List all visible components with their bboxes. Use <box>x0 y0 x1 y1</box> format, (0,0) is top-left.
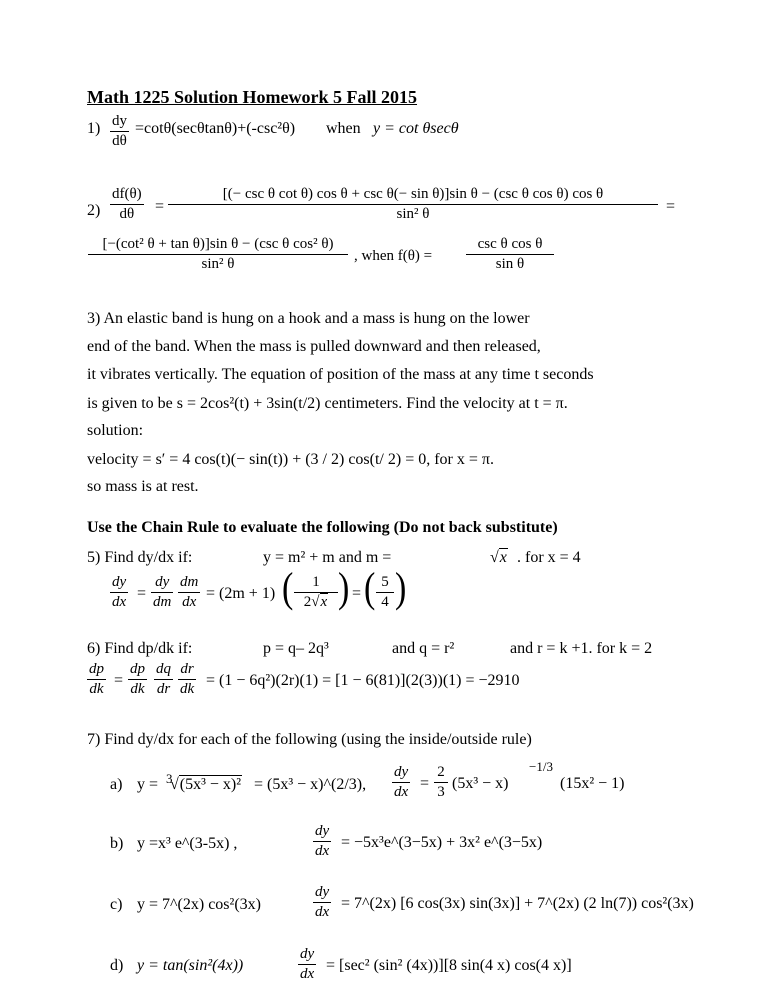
problem-5-eq1: = <box>137 585 147 602</box>
problem-5-fraction-1: $\frac{1}{2√x}$ <box>294 574 338 610</box>
problem-7d-derivative: $\frac{dy}{dx}$ <box>300 946 315 982</box>
problem-7a-derivative: $\frac{dy}{dx}$ <box>394 764 409 800</box>
problem-2-eq1: = <box>155 198 165 215</box>
problem-7a-rest: = (5x³ − x)^(2/3), <box>254 776 367 793</box>
problem-6-result: = (1 − 6q²)(2r)(1) = [1 − 6(81)](2(3))(1) = −2910 <box>206 672 520 689</box>
problem-5-dydx: $\frac{dy}{dx}$ <box>112 574 127 610</box>
problem-5-given: y = m² + m and m = <box>263 549 392 566</box>
problem-3-line-4: is given to be s = 2cos²(t) + 3sin(t/2) centimeters. Find the velocity at t = π. <box>87 395 568 412</box>
problem-7a-radical: √(5x³ − x)² <box>170 776 242 793</box>
problem-7a-lhs: y = <box>137 776 159 793</box>
problem-5-dydm: $\frac{dy}{dm}$ <box>153 574 172 610</box>
problem-5-result: $\frac{5}{4}$ <box>376 574 394 610</box>
problem-5-paren2-left: ( <box>364 565 376 612</box>
problem-3-line-2: end of the band. When the mass is pulled downward and then released, <box>87 338 541 355</box>
problem-6-prompt: 6) Find dp/dk if: <box>87 640 193 657</box>
problem-7a-root-index: 3 <box>166 771 173 786</box>
problem-3-conclusion: so mass is at rest. <box>87 478 199 495</box>
problem-7a-eq: = <box>420 775 430 792</box>
problem-6-given-1: p = q– 2q³ <box>263 640 329 657</box>
problem-7d-label: d) <box>110 957 124 974</box>
problem-2-quotient-rule: [(− csc θ cot θ) cos θ + csc θ(− sin θ)]sin θ − (csc θ cos θ) cos θ sin² θ <box>168 186 658 222</box>
problem-7-prompt: 7) Find dy/dx for each of the following (using the inside/outside rule) <box>87 731 532 748</box>
problem-6-given-2: and q = r² <box>392 640 455 657</box>
problem-5-sqrt: √x <box>490 549 507 566</box>
problem-7b-function: y =x³ e^(3-5x) , <box>137 835 238 852</box>
problem-7a-answer-exponent: −1/3 <box>529 759 553 774</box>
problem-1-derivative: $\frac{dy}{d\theta}$ <box>112 113 127 149</box>
problem-7d-answer: = [sec² (sin² (4x))][8 sin(4 x) cos(4 x)] <box>326 957 572 974</box>
problem-3-velocity: velocity = s′ = 4 cos(t)(− sin(t)) + (3 / 2) cos(t/ 2) = 0, for x = π. <box>87 451 494 468</box>
problem-7a-answer-base: (5x³ − x) <box>452 775 509 792</box>
problem-3-line-1: 3) An elastic band is hung on a hook and a mass is hung on the lower <box>87 310 530 327</box>
problem-7a-label: a) <box>110 776 123 793</box>
problem-5-prompt: 5) Find dy/dx if: <box>87 549 193 566</box>
problem-1-condition: y = cot θsecθ <box>373 120 459 137</box>
problem-2-derivative: $\frac{df(\theta)}{d\theta}$ <box>112 186 142 222</box>
problem-7c-label: c) <box>110 896 123 913</box>
problem-1-when: when <box>326 120 361 137</box>
page-title: Math 1225 Solution Homework 5 Fall 2015 <box>87 87 418 107</box>
problem-7b-answer: = −5x³e^(3−5x) + 3x² e^(3−5x) <box>341 834 543 851</box>
problem-7b-derivative: $\frac{dy}{dx}$ <box>315 823 330 859</box>
problem-2-function: csc θ cos θ sin θ <box>466 236 554 272</box>
problem-5-eq2: = (2m + 1) <box>206 585 276 602</box>
problem-6-given-3: and r = k +1. for k = 2 <box>510 640 653 657</box>
problem-2-label: 2) <box>87 202 101 219</box>
problem-1-expression: =cotθ(secθtanθ)+(-csc²θ) <box>135 120 296 137</box>
problem-7c-derivative: $\frac{dy}{dx}$ <box>315 884 330 920</box>
problem-5-condition: . for x = 4 <box>517 549 581 566</box>
problem-3-solution-label: solution: <box>87 422 144 439</box>
problem-5-paren-left: ( <box>282 565 294 612</box>
problem-5-paren-right: ) <box>338 565 350 612</box>
problem-7b-label: b) <box>110 835 124 852</box>
problem-6-dq: $\frac{dq}{dr}$ <box>156 661 171 697</box>
problem-7a-answer-tail: (15x² − 1) <box>560 775 625 792</box>
problem-6-dpdk: $\frac{dp}{dk}$ <box>89 661 104 697</box>
problem-6-dr: $\frac{dr}{dk}$ <box>180 661 195 697</box>
problem-7a-coefficient: $\frac{2}{3}$ <box>434 764 448 800</box>
problem-3-line-3: it vibrates vertically. The equation of position of the mass at any time t seconds <box>87 366 594 383</box>
problem-2-simplified: [−(cot² θ + tan θ)]sin θ − (csc θ cos² θ) sin² θ <box>88 236 348 272</box>
problem-5-eq3: = <box>352 585 362 602</box>
section-heading: Use the Chain Rule to evaluate the following (Do not back substitute) <box>87 519 558 536</box>
problem-7c-function: y = 7^(2x) cos²(3x) <box>137 896 261 913</box>
problem-1-label: 1) <box>87 120 101 137</box>
problem-2-when: , when f(θ) = <box>354 248 433 264</box>
problem-5-dmdx: $\frac{dm}{dx}$ <box>180 574 199 610</box>
problem-2-eq2: = <box>666 198 676 215</box>
problem-7c-answer: = 7^(2x) [6 cos(3x) sin(3x)] + 7^(2x) (2 ln(7)) cos²(3x) <box>341 895 694 912</box>
problem-6-eq1: = <box>114 672 124 689</box>
problem-6-dp: $\frac{dp}{dk}$ <box>130 661 145 697</box>
problem-7d-function: y = tan(sin²(4x)) <box>137 957 244 974</box>
problem-5-paren2-right: ) <box>395 565 407 612</box>
